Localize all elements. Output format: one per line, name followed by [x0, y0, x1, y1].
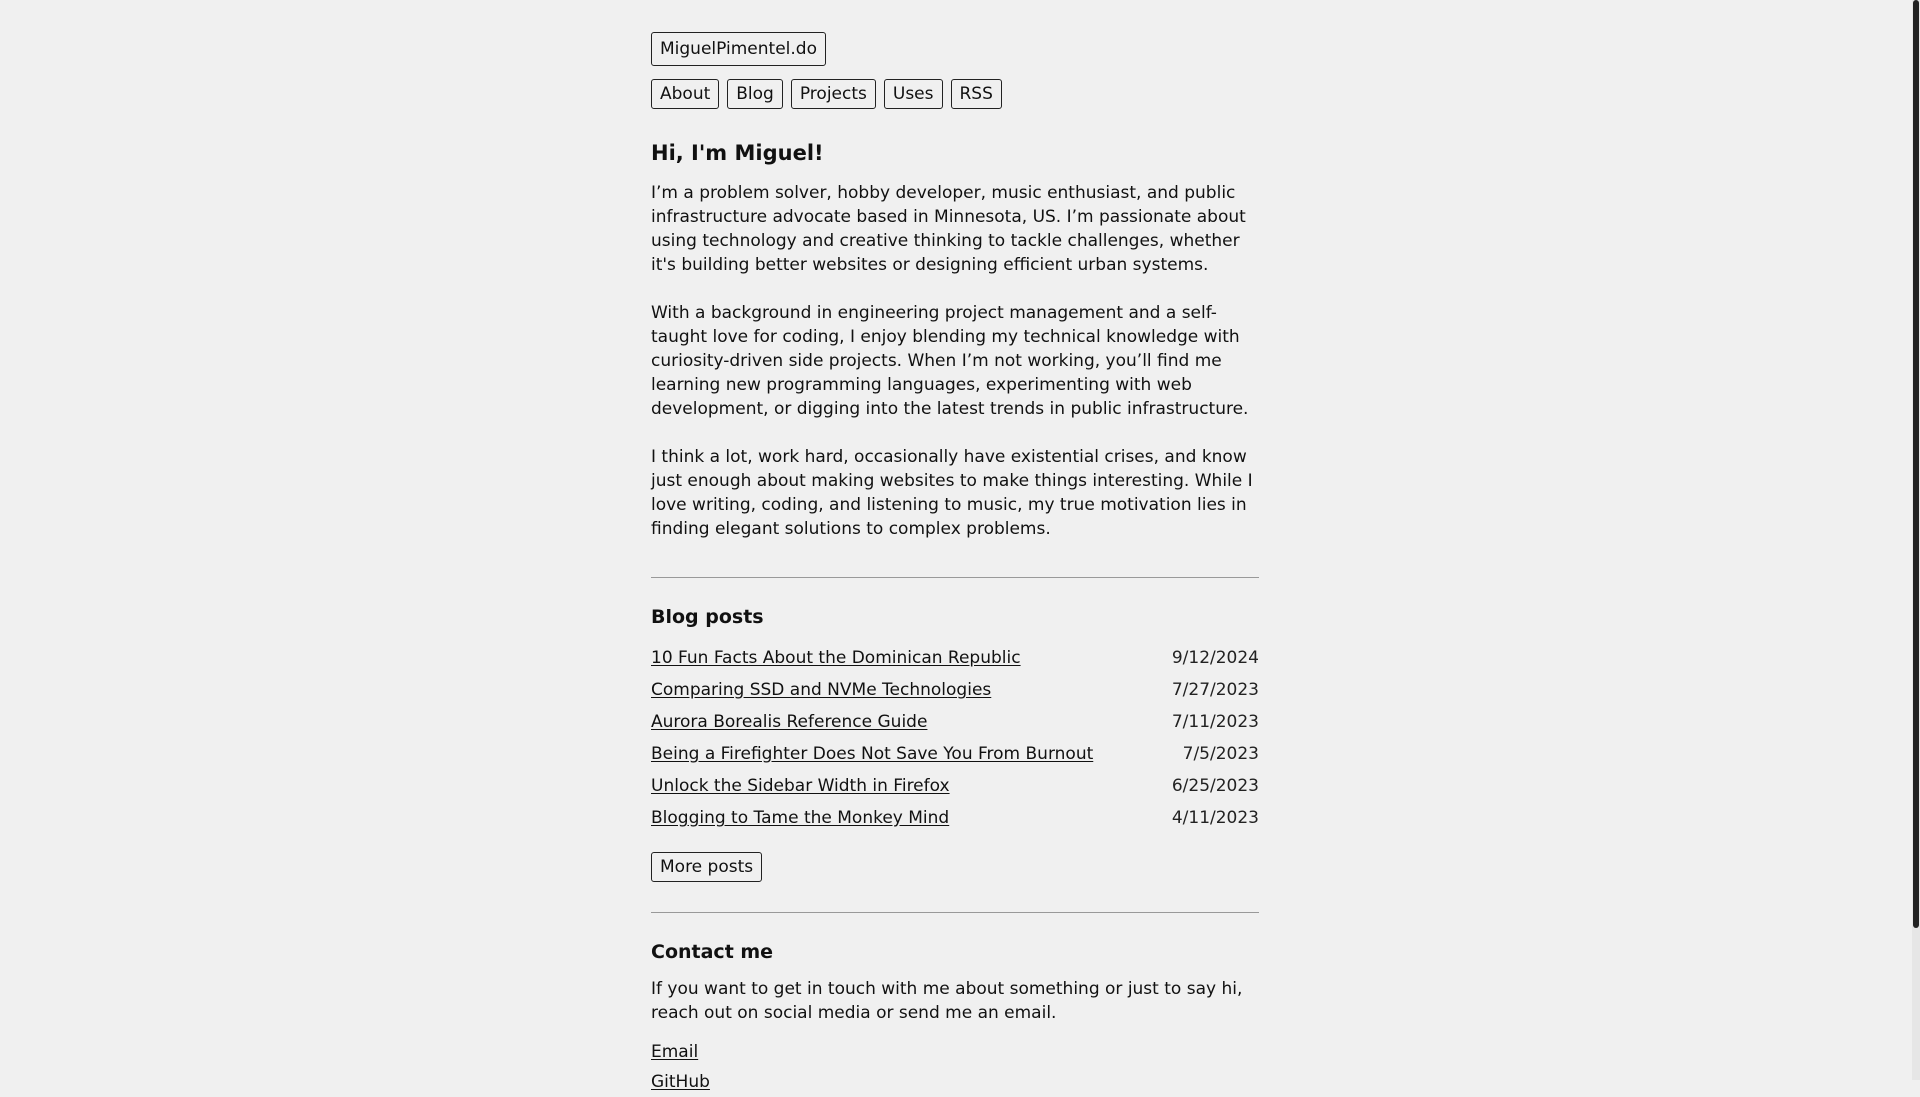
blog-post-link[interactable]: Aurora Borealis Reference Guide: [651, 712, 928, 732]
nav-about[interactable]: About: [651, 79, 719, 109]
nav-blog[interactable]: Blog: [727, 79, 783, 109]
scrollbar-thumb[interactable]: [1913, 0, 1919, 928]
blog-post-date: 6/25/2023: [1171, 776, 1259, 796]
intro-paragraph-1: I’m a problem solver, hobby developer, music enthusiast, and public infrastructure advocate based in Minnesota, US. I’m passionate about using technology and creative thinking to tackle challenges, whether it's building better websites or designing efficient urban systems.: [651, 183, 1246, 275]
blog-post-link[interactable]: Unlock the Sidebar Width in Firefox: [651, 776, 950, 796]
nav-rss[interactable]: RSS: [951, 79, 1002, 109]
blog-post-row: [651, 706, 1259, 738]
blog-post-link[interactable]: Being a Firefighter Does Not Save You From Burnout: [651, 744, 1094, 764]
contact-email-link[interactable]: Email: [651, 1042, 699, 1062]
intro-heading: Hi, I'm Miguel!: [651, 141, 824, 165]
blog-post-row: [651, 802, 1259, 834]
main-nav: [651, 79, 1259, 109]
blog-post-link[interactable]: 10 Fun Facts About the Dominican Republic: [651, 648, 1021, 668]
contact-text: If you want to get in touch with me about something or just to say hi, reach out on social media or send me an email.: [651, 979, 1243, 1023]
blog-heading: Blog posts: [651, 606, 764, 628]
blog-post-date: 7/27/2023: [1171, 680, 1259, 700]
nav-projects[interactable]: Projects: [791, 79, 876, 109]
nav-uses[interactable]: Uses: [884, 79, 943, 109]
more-posts-button[interactable]: More posts: [651, 852, 762, 882]
intro-paragraph-2: With a background in engineering project management and a self-taught love for coding, I enjoy blending my technical knowledge with curiosity-driven side projects. When I’m not working, you’ll find me learning new programming languages, experimenting with web development, or digging into the latest trends in public infrastructure.: [651, 303, 1249, 419]
blog-post-link[interactable]: Comparing SSD and NVMe Technologies: [651, 680, 992, 700]
page-content: [651, 32, 1259, 1097]
contact-github-link[interactable]: GitHub: [651, 1072, 710, 1092]
blog-post-row: [651, 770, 1259, 802]
blog-post-row: [651, 642, 1259, 674]
section-divider: [651, 577, 1259, 578]
contact-heading: Contact me: [651, 941, 774, 963]
scrollbar-track[interactable]: [1912, 0, 1920, 1080]
blog-post-row: [651, 738, 1259, 770]
blog-post-date: 4/11/2023: [1171, 808, 1259, 828]
blog-post-date: 9/12/2024: [1171, 648, 1259, 668]
blog-post-row: [651, 674, 1259, 706]
blog-post-list: [651, 642, 1259, 834]
blog-post-date: 7/5/2023: [1182, 744, 1259, 764]
blog-post-link[interactable]: Blogging to Tame the Monkey Mind: [651, 808, 950, 828]
site-title-button[interactable]: MiguelPimentel.do: [651, 32, 826, 66]
intro-paragraph-3: I think a lot, work hard, occasionally have existential crises, and know just enough about making websites to make things interesting. While I love writing, coding, and listening to music, my true motivation lies in finding elegant solutions to complex problems.: [651, 447, 1253, 539]
section-divider: [651, 912, 1259, 913]
contact-links: [651, 1037, 1259, 1097]
blog-post-date: 7/11/2023: [1171, 712, 1259, 732]
